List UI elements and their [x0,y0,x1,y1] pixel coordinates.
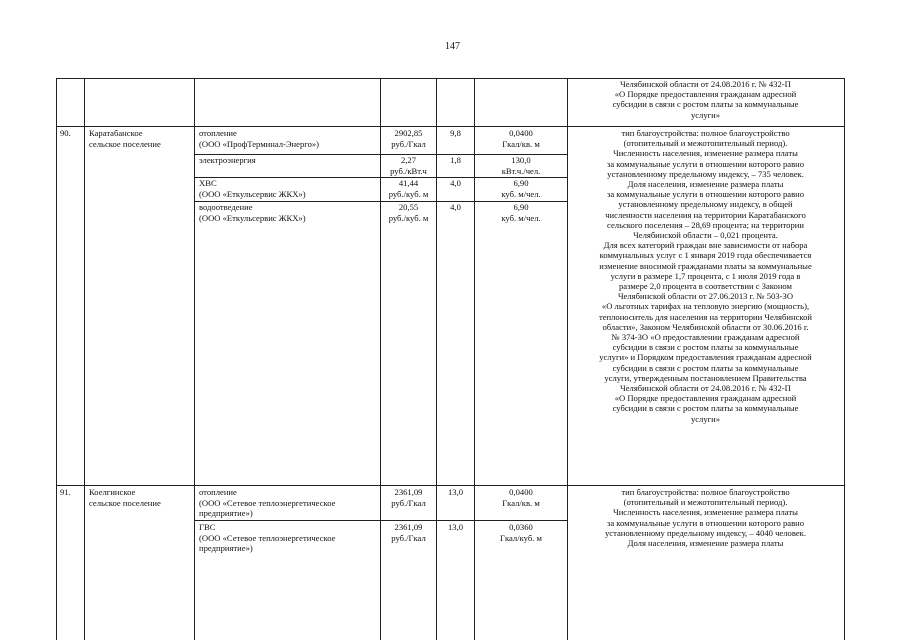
row90-service-cold-water: ХВС (ООО «Еткульсервис ЖКХ») [199,178,306,199]
row90-pct-sewerage: 4,0 [450,202,461,212]
row90-top-border [56,126,844,127]
row90-norm-cold-water: 6,90 куб. м/чел. [501,178,541,199]
row90-tariff-electricity: 2,27 руб./кВт.ч [390,155,427,176]
row91-norm-heating: 0,0400 Гкал/кв. м [502,487,540,508]
row91-number: 91. [60,487,71,497]
table-right-border [844,78,845,640]
row90-pct-cold-water: 4,0 [450,178,461,188]
column-divider [84,78,85,640]
row91-description: тип благоустройства: полное благоустройство (отопительный и межотопительный период). Численность населения, изменение размера платы за коммунальные услуги в отношении которого равно установленному предельному индексу, – 4040 человек. Доля населения, изменение размера платы [605,487,806,549]
row90-tariff-cold-water: 41,44 руб./куб. м [388,178,429,199]
row91-norm-hot-water: 0,0360 Гкал/куб. м [500,522,542,543]
row91-service-hot-water: ГВС (ООО «Сетевое теплоэнергетическое предприятие») [199,522,336,553]
row90-pct-heating: 9,8 [450,128,461,138]
row90-norm-heating: 0,0400 Гкал/кв. м [502,128,540,149]
row90-tariff-heating: 2902,85 руб./Гкал [391,128,426,149]
row91-pct-heating: 13,0 [447,487,464,497]
row89-description-continued: Челябинской области от 24.08.2016 г. № 432-П «О Порядке предоставления гражданам адресной субсидии в связи с ростом платы за коммунальные услуги» [612,79,799,120]
row90-pct-electricity: 1,8 [450,155,461,165]
row91-top-border [56,485,844,486]
row90-description: тип благоустройства: полное благоустройство (отопительный и межотопительный период). Численность населения, изменение размера платы за коммунальные услуги в отношении которого равно установленному предельному индексу, – 735 человек. Доля населения, изменение размера платы за коммунальные услуги в отношении которого равно установленному предельному индексу, в общей численности населения на территории Каратабанского сельского поселения – 28,69 процента; на территории Челябинской области – 0,021 процента. Для всех категорий граждан вне зависимости от набора коммунальных услуг с 1 января 2019 года обеспечивается изменение вносимой гражданами платы за коммунальные услуги в размере 1,7 процента, с 1 июля 2019 года в размере 2,0 процента в соответствии с Законом Челябинской области от 27.06.2013 г. № 503-ЗО «О льготных тарифах на тепловую энергию (мощность), теплоноситель для населения на территории Челябинской области», Законом Челябинской области от 30.06.2016 г. № 374-ЗО «О предоставлении гражданам адресной субсидии в связи с ростом платы за коммунальные услуги» и Порядком предоставления гражданам адресной субсидии в связи с ростом платы за коммунальные услуги, утвержденным постановлением Правительства Челябинской области от 24.08.2016 г. № 432-П «О Порядке предоставления гражданам адресной субсидии в связи с ростом платы за коммунальные услуги» [598,128,813,424]
row91-pct-hot-water: 13,0 [447,522,464,532]
row91-service-heating: отопление (ООО «Сетевое теплоэнергетическое предприятие») [199,487,336,518]
row90-service-sewerage: водоотведение (ООО «Еткульсервис ЖКХ») [199,202,306,223]
page-number: 147 [445,41,460,52]
row91-tariff-heating: 2361,09 руб./Гкал [391,487,426,508]
row90-norm-electricity: 130,0 кВт.ч./чел. [501,155,541,176]
table-left-border [56,78,57,640]
row90-tariff-sewerage: 20,55 руб./куб. м [388,202,429,223]
row90-service-electricity: электроэнергия [199,155,256,165]
row90-service-heating: отопление (ООО «ПрофТерминал-Энерго») [199,128,320,149]
row91-settlement-name: Коелгинское сельское поселение [89,487,161,508]
row90-settlement-name: Каратабанское сельское поселение [89,128,161,149]
column-divider [194,78,195,640]
row90-norm-sewerage: 6,90 куб. м/чел. [501,202,541,223]
row91-tariff-hot-water: 2361,09 руб./Гкал [391,522,426,543]
row90-number: 90. [60,128,71,138]
